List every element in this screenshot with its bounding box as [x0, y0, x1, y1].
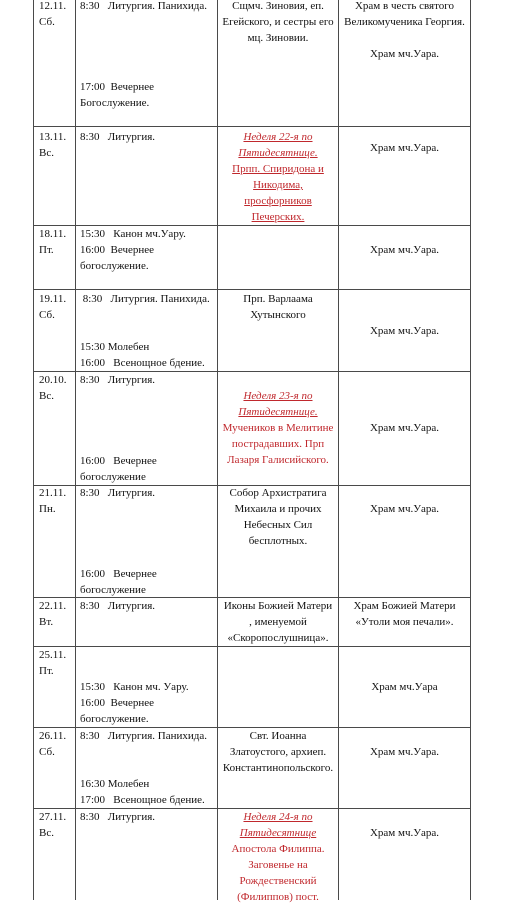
service-line: 16:00 Вечернее	[80, 244, 155, 256]
service-line: богослужение	[80, 584, 146, 596]
saint-line: Никодима,	[253, 179, 303, 191]
column-divider-saint	[338, 0, 339, 900]
saint-line: Михаила и прочих	[234, 503, 322, 515]
saint-line: мц. Зиновии.	[247, 32, 309, 44]
row-date: 21.11.	[39, 487, 67, 499]
feast-heading: Неделя 24-я по	[243, 811, 313, 823]
row-weekday: Сб.	[39, 309, 55, 321]
service-line: 15:30 Канон мч. Уару.	[80, 681, 189, 693]
place-line: «Утоли моя печали».	[355, 616, 454, 628]
saint-line: Мучеников в Мелитине	[222, 422, 334, 434]
place-line: Храм мч.Уара.	[369, 48, 440, 60]
row-weekday: Сб.	[39, 16, 55, 28]
service-line: 16:00 Вечернее	[80, 568, 157, 580]
saint-line: пострадавших. Прп	[231, 438, 325, 450]
row-weekday: Пт.	[39, 665, 54, 677]
saint-line: Прп. Варлаама	[243, 293, 313, 305]
place-line: Храм мч.Уара.	[369, 142, 440, 154]
place-line: Великомученика Георгия.	[344, 16, 465, 28]
row-divider	[33, 289, 471, 290]
place-line: Храм Божией Матери	[353, 600, 456, 612]
saint-line: «Скоропослушница».	[227, 632, 329, 644]
service-line: 8:30 Литургия.	[80, 487, 156, 499]
saint-line: Заговенье на	[248, 859, 308, 871]
saint-line: Иконы Божией Матери	[223, 600, 333, 612]
row-date: 22.11.	[39, 600, 67, 612]
saint-line: Небесных Сил	[243, 519, 313, 531]
saint-line: просфорников	[244, 195, 312, 207]
service-line: 8:30 Литургия.	[80, 131, 156, 143]
service-line: богослужение.	[80, 260, 149, 272]
row-weekday: Вт.	[39, 616, 54, 628]
row-date: 26.11.	[39, 730, 67, 742]
feast-heading: Пятидесятнице.	[238, 147, 318, 159]
row-date: 13.11.	[39, 131, 67, 143]
service-line: 8:30 Литургия.	[80, 374, 156, 386]
service-line: 8:30 Литургия.	[80, 811, 156, 823]
saint-line: Хутынского	[250, 309, 306, 321]
service-line: 8:30 Литургия. Панихида.	[80, 730, 207, 742]
row-weekday: Пн.	[39, 503, 56, 515]
row-divider	[33, 126, 471, 127]
saint-line: бесплотных.	[248, 535, 308, 547]
service-line: 17:00 Всенощное бдение.	[80, 794, 205, 806]
saint-line: Свт. Иоанна	[249, 730, 307, 742]
place-line: Храм мч.Уара.	[369, 827, 440, 839]
feast-heading: Неделя 22-я по	[243, 131, 313, 143]
place-line: Храм мч.Уара	[371, 681, 438, 693]
row-weekday: Пт.	[39, 244, 54, 256]
service-line: богослужение	[80, 471, 146, 483]
feast-heading: Неделя 23-я по	[243, 390, 313, 402]
service-line: 8:30 Литургия. Панихида.	[80, 293, 210, 305]
feast-heading: Пятидесятнице.	[238, 406, 318, 418]
place-line: Храм мч.Уара.	[369, 325, 440, 337]
feast-heading: Пятидесятнице	[239, 827, 317, 839]
saint-line: Сщмч. Зиновия, еп.	[232, 0, 324, 12]
service-line: 8:30 Литургия.	[80, 600, 156, 612]
place-line: Храм мч.Уара.	[369, 503, 440, 515]
row-date: 27.11.	[39, 811, 67, 823]
service-line: 16:00 Всенощное бдение.	[80, 357, 205, 369]
service-line: Богослужение.	[80, 97, 150, 109]
saint-line: Апостола Филиппа.	[231, 843, 325, 855]
saint-line: (Филиппов) пост.	[237, 891, 319, 903]
table-border-right	[470, 0, 471, 900]
row-date: 20.10.	[39, 374, 67, 386]
row-weekday: Вс.	[39, 390, 54, 402]
place-line: Храм мч.Уара.	[369, 746, 440, 758]
saint-line: Егейского, и сестры его	[222, 16, 334, 28]
service-line: 16:00 Вечернее	[80, 697, 155, 709]
column-divider-date	[75, 0, 76, 900]
service-line: 16:30 Молебен	[80, 778, 150, 790]
place-line: Храм в честь святого	[354, 0, 455, 12]
row-weekday: Сб.	[39, 746, 55, 758]
place-line: Храм мч.Уара.	[369, 422, 440, 434]
service-line: 17:00 Вечернее	[80, 81, 155, 93]
row-date: 25.11.	[39, 649, 67, 661]
service-line: богослужение.	[80, 713, 149, 725]
row-weekday: Вс.	[39, 147, 54, 159]
saint-line: Константинопольского.	[222, 762, 334, 774]
row-date: 18.11.	[39, 228, 67, 240]
saint-line: , именуемой	[249, 616, 307, 628]
row-date: 12.11.	[39, 0, 67, 12]
saint-line: Рождественский	[239, 875, 317, 887]
place-line: Храм мч.Уара.	[369, 244, 440, 256]
row-weekday: Вс.	[39, 827, 54, 839]
saint-line: Печерских.	[251, 211, 305, 223]
service-line: 8:30 Литургия. Панихида.	[80, 0, 207, 12]
row-date: 19.11.	[39, 293, 67, 305]
service-line: 15:30 Канон мч.Уару.	[80, 228, 186, 240]
saint-line: Собор Архистратига	[229, 487, 327, 499]
saint-line: Прпп. Спиридона и	[232, 163, 324, 175]
table-border-left	[33, 0, 34, 900]
saint-line: Лазаря Галисийского.	[227, 454, 329, 466]
saint-line: Златоустого, архиеп.	[229, 746, 327, 758]
service-line: 15:30 Молебен	[80, 341, 150, 353]
service-line: 16:00 Вечернее	[80, 455, 157, 467]
